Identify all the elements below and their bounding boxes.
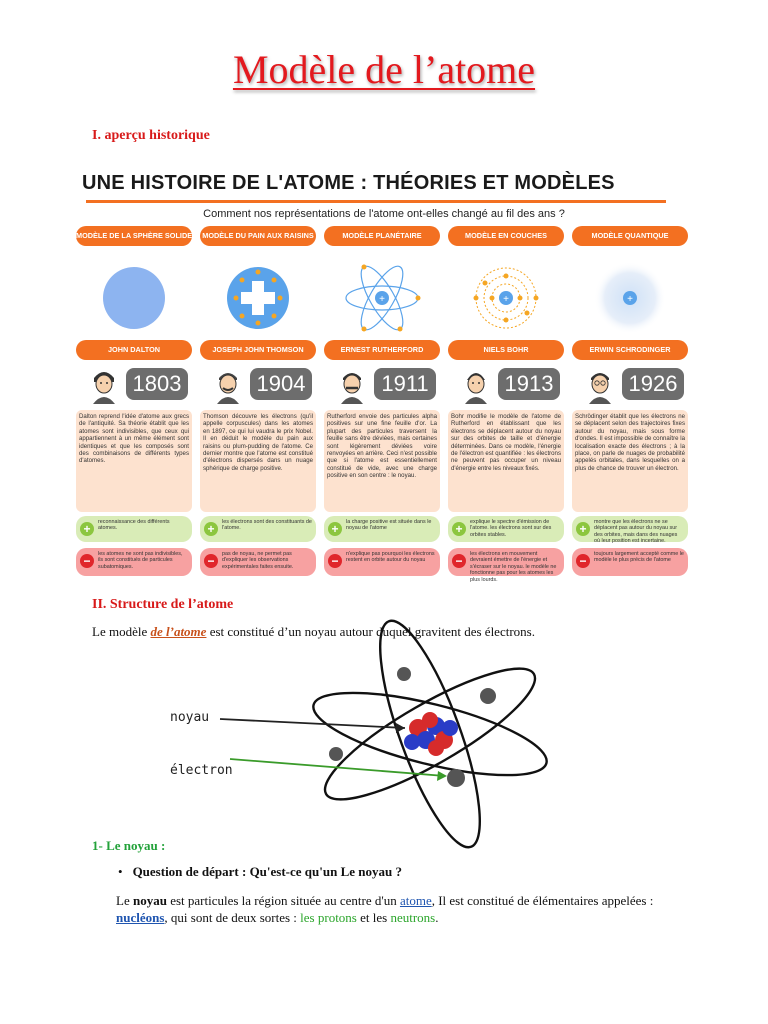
subsection-heading-nucleus: 1- Le noyau : <box>92 838 166 853</box>
plus-icon: + <box>452 522 466 536</box>
model-description: Schrödinger établit que les électrons ne se déplacent selon des trajectoires fixes autour du noyau, mais sous forme d'ondes. Il est impossible de connaître la localisation exacte des électrons ; à la place, on parle de nuages de probabilité appelés orbitales, dans lesquelles on a plus de chance de trouver un électron. <box>572 410 688 512</box>
protons-text: les protons <box>300 910 357 925</box>
solid-sphere-icon <box>76 250 192 340</box>
nucleons-link[interactable]: nucléons <box>116 910 165 925</box>
section-heading-history: I. aperçu historique <box>92 128 210 143</box>
nucleus-icon <box>404 712 458 756</box>
scientist-row <box>448 364 564 406</box>
model-description: Rutherford envoie des particules alpha positives sur une fine feuille d'or. La plupart des particules traversent la feuille sans être déviées, mais certaines sont légèrement déviées voire renvoyées en arrière. Ceci n'est possible que si l'atome est essentiellement constitué de vide, avec une charge positive en son centre : le noyau. <box>324 410 440 512</box>
model-column-thomson <box>200 226 316 592</box>
minus-icon: − <box>328 554 342 568</box>
model-name-pill: MODÈLE QUANTIQUE <box>572 226 688 246</box>
scientist-portrait-icon <box>214 366 242 404</box>
plus-icon: + <box>328 522 342 536</box>
nucleus-label: noyau <box>170 710 210 725</box>
scientist-row <box>572 364 688 406</box>
model-limitation: − les électrons en mouvement devraient émettre de l'énergie et s'écraser sur le noyau. le modèle ne fonctionne pas pour les atomes les plus lourds. <box>448 548 564 576</box>
plus-icon: + <box>204 522 218 536</box>
year-badge: 1911 <box>374 368 436 400</box>
question-bullet: • Question de départ : Qu'est-ce qu'un Le noyau ? <box>118 864 402 879</box>
model-column-schrodinger <box>572 226 688 592</box>
bullet-icon: • <box>118 864 123 879</box>
scientist-row <box>324 364 440 406</box>
year-badge: 1926 <box>622 368 684 400</box>
section-heading-structure: II. Structure de l’atome <box>92 597 234 612</box>
year-badge: 1904 <box>250 368 312 400</box>
minus-icon: − <box>576 554 590 568</box>
model-column-dalton <box>76 226 192 592</box>
model-name-pill: MODÈLE DU PAIN AUX RAISINS <box>200 226 316 246</box>
model-name-pill: MODÈLE EN COUCHES <box>448 226 564 246</box>
plus-icon: + <box>80 522 94 536</box>
scientist-name-pill: NIELS BOHR <box>448 340 564 360</box>
infographic-divider <box>86 200 666 203</box>
model-limitation: − n'explique pas pourquoi les électrons restent en orbite autour du noyau <box>324 548 440 576</box>
scientist-name-pill: ERWIN SCHRODINGER <box>572 340 688 360</box>
quantum-cloud-icon <box>572 250 688 340</box>
model-limitation: − les atomes ne sont pas indivisibles, ils sont constitués de particules subatomiques. <box>76 548 192 576</box>
minus-icon: − <box>80 554 94 568</box>
electron-label: électron <box>170 763 233 778</box>
scientist-name-pill: JOSEPH JOHN THOMSON <box>200 340 316 360</box>
planetary-atom-icon <box>324 250 440 340</box>
neutrons-text: neutrons <box>390 910 436 925</box>
model-description: Bohr modifie le modèle de l'atome de Rutherford en établissant que les électrons se déplacent autour du noyau sur des orbites de taille et d'énergie déterminées. Dans ce modèle, l'énergie de l'électron est quantifiée : les électrons ne peuvent pas occuper un niveau d'énergie entre les niveaux fixés. <box>448 410 564 512</box>
model-limitation: − toujours largement accepté comme le modèle le plus précis de l'atome <box>572 548 688 576</box>
nucleus-paragraph: Le noyau est particules la région située au centre d'un atome, Il est constitué de élémentaires appelées : nucléons, qui sont de deux sortes : les protons et les neutrons. <box>116 893 654 925</box>
scientist-portrait-icon <box>338 366 366 404</box>
model-name-pill: MODÈLE PLANÉTAIRE <box>324 226 440 246</box>
scientist-portrait-icon <box>462 366 490 404</box>
svg-text:+: + <box>503 294 509 305</box>
scientist-name-pill: ERNEST RUTHERFORD <box>324 340 440 360</box>
svg-text:+: + <box>627 294 633 305</box>
plum-pudding-icon <box>200 250 316 340</box>
year-badge: 1913 <box>498 368 560 400</box>
year-badge: 1803 <box>126 368 188 400</box>
shell-model-icon <box>448 250 564 340</box>
model-advantage: + reconnaissance des différents atomes. <box>76 516 192 542</box>
model-advantage: + les électrons sont des constituants de l'atome. <box>200 516 316 542</box>
structure-paragraph: Le modèle de l’atome est constitué d’un noyau autour duquel gravitent des électrons. <box>92 624 535 639</box>
model-name-pill: MODÈLE DE LA SPHÈRE SOLIDE <box>76 226 192 246</box>
page-title: Modèle de l’atome <box>232 47 536 92</box>
minus-icon: − <box>204 554 218 568</box>
model-advantage: + la charge positive est située dans le noyau de l'atome <box>324 516 440 542</box>
plus-icon: + <box>576 522 590 536</box>
scientist-portrait-icon <box>90 366 118 404</box>
scientist-row <box>200 364 316 406</box>
minus-icon: − <box>452 554 466 568</box>
model-advantage: + montre que les électrons ne se déplacent pas autour du noyau sur des orbites, mais dans des nuages où leur position est incertaine. <box>572 516 688 542</box>
atome-link[interactable]: atome <box>399 893 432 908</box>
atom-diagram <box>160 656 560 806</box>
atom-link[interactable]: de l’atome <box>150 624 207 639</box>
model-column-rutherford <box>324 226 440 592</box>
model-description: Dalton reprend l'idée d'atome aux grecs de l'antiquité. Sa théorie établit que les atomes sont indivisibles, que ceux qui appartiennent à un même élément sont identiques et que les composés sont des combinaisons de différents types d'atomes. <box>76 410 192 512</box>
model-limitation: − pas de noyau, ne permet pas d'expliquer les observations expérimentales faites ensuite. <box>200 548 316 576</box>
svg-text:+: + <box>379 294 385 305</box>
scientist-name-pill: JOHN DALTON <box>76 340 192 360</box>
model-column-bohr <box>448 226 564 592</box>
infographic-title: UNE HISTOIRE DE L'ATOME : THÉORIES ET MODÈLES <box>82 172 615 194</box>
model-description: Thomson découvre les électrons (qu'il appelle corpuscules) dans les atomes en 1897, ce qui lui vaudra le prix Nobel. Il en déduit le modèle du pain aux raisins ou plum-pudding de l'atome. Ce dernier montre que l'atome est constitué d'électrons dispersés dans un nuage sphérique de charge positive. <box>200 410 316 512</box>
atom-history-infographic <box>70 160 698 595</box>
scientist-row <box>76 364 192 406</box>
scientist-portrait-icon <box>586 366 614 404</box>
model-advantage: + explique le spectre d'émission de l'atome. les électrons sont sur des orbites stables. <box>448 516 564 542</box>
infographic-subtitle: Comment nos représentations de l'atome ont-elles changé au fil des ans ? <box>203 208 565 220</box>
